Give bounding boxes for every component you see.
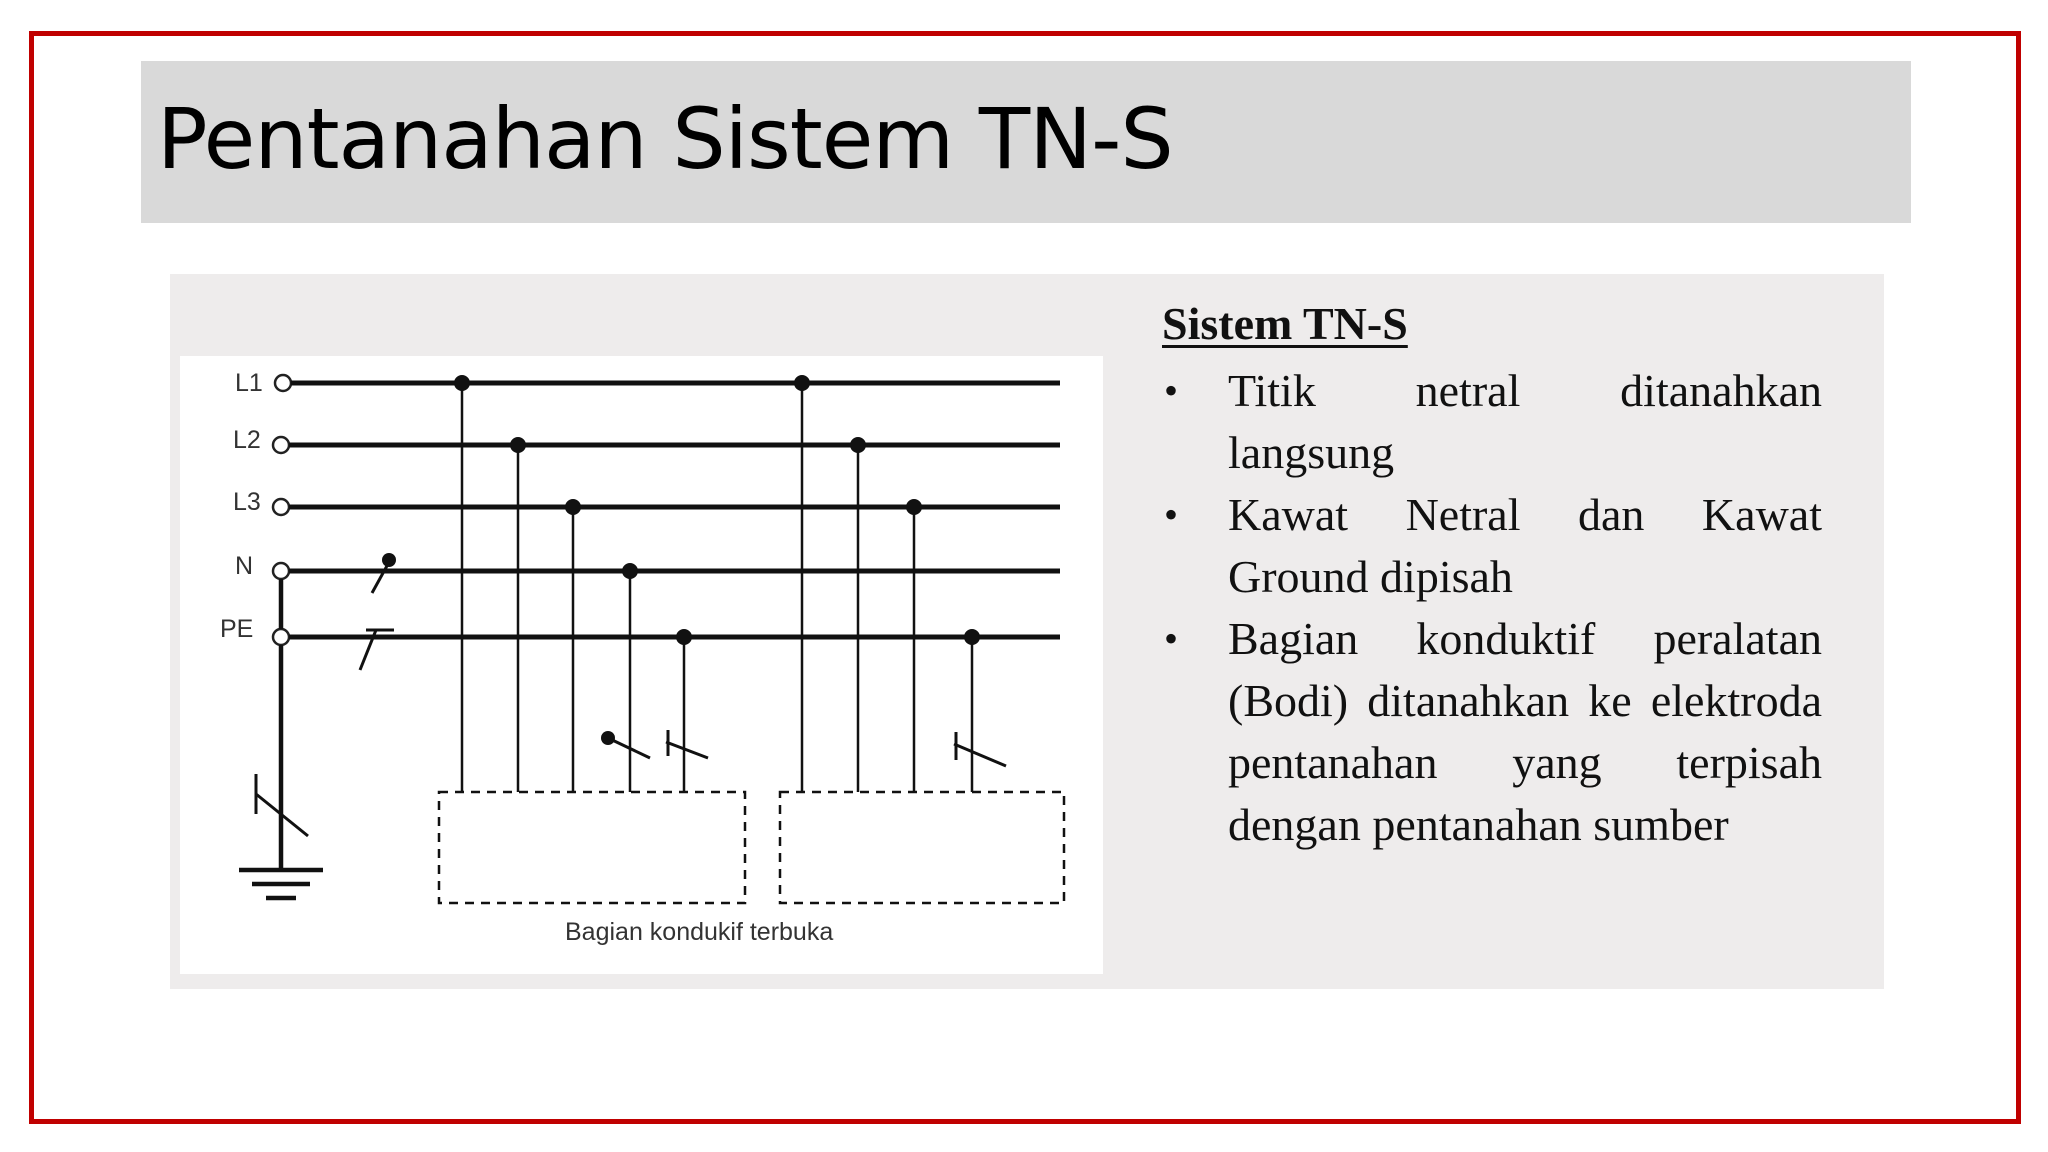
label-l3: L3 bbox=[233, 488, 261, 516]
bullet-dot-icon: • bbox=[1164, 368, 1179, 413]
terminal-n bbox=[273, 563, 289, 579]
terminal-pe bbox=[273, 629, 289, 645]
text-heading: Sistem TN-S bbox=[1162, 298, 1408, 349]
junction-1-n bbox=[622, 563, 638, 579]
content-panel bbox=[170, 274, 1884, 989]
exposed-conductive-part-2 bbox=[780, 792, 1064, 903]
description-text-block bbox=[1162, 294, 1822, 856]
list-item bbox=[1162, 360, 1822, 484]
bullet-dot-icon: • bbox=[1164, 616, 1179, 661]
terminal-l2 bbox=[273, 437, 289, 453]
list-item bbox=[1162, 608, 1822, 856]
label-n: N bbox=[235, 552, 254, 580]
junction-1-pe bbox=[676, 629, 692, 645]
junction-1-l2 bbox=[510, 437, 526, 453]
tns-wiring-diagram bbox=[180, 356, 1103, 974]
bullet-dot-icon: • bbox=[1164, 492, 1179, 537]
exposed-conductive-part-1 bbox=[439, 792, 745, 903]
junction-1-l3 bbox=[565, 499, 581, 515]
diagram-caption: Bagian kondukif terbuka bbox=[565, 918, 834, 946]
list-item bbox=[1162, 484, 1822, 608]
terminal-l1 bbox=[275, 375, 291, 391]
junction-2-l1 bbox=[794, 375, 810, 391]
label-l2: L2 bbox=[233, 426, 261, 454]
junction-2-pe bbox=[964, 629, 980, 645]
title-bar bbox=[141, 61, 1911, 223]
label-pe: PE bbox=[220, 615, 254, 643]
equipment-1-pe-symbol bbox=[666, 730, 708, 758]
junction-1-l1 bbox=[454, 375, 470, 391]
equipment-2-pe-symbol bbox=[954, 732, 1006, 766]
junction-2-l2 bbox=[850, 437, 866, 453]
label-l1: L1 bbox=[235, 369, 263, 397]
junction-2-l3 bbox=[906, 499, 922, 515]
tns-diagram-card bbox=[180, 356, 1103, 974]
bullet-list bbox=[1162, 360, 1822, 856]
terminal-l3 bbox=[273, 499, 289, 515]
page-title: Pentanahan Sistem TN-S bbox=[157, 90, 1173, 188]
bullet-text: Titik netral ditanahkan langsung bbox=[1228, 365, 1822, 478]
bullet-text: Bagian konduktif peralatan (Bodi) ditanahkan ke elektroda pentanahan yang terpisah dengan pentanahan sumber bbox=[1228, 613, 1822, 850]
equipment-1-neutral-symbol bbox=[601, 731, 650, 758]
bullet-text: Kawat Netral dan Kawat Ground dipisah bbox=[1228, 489, 1822, 602]
